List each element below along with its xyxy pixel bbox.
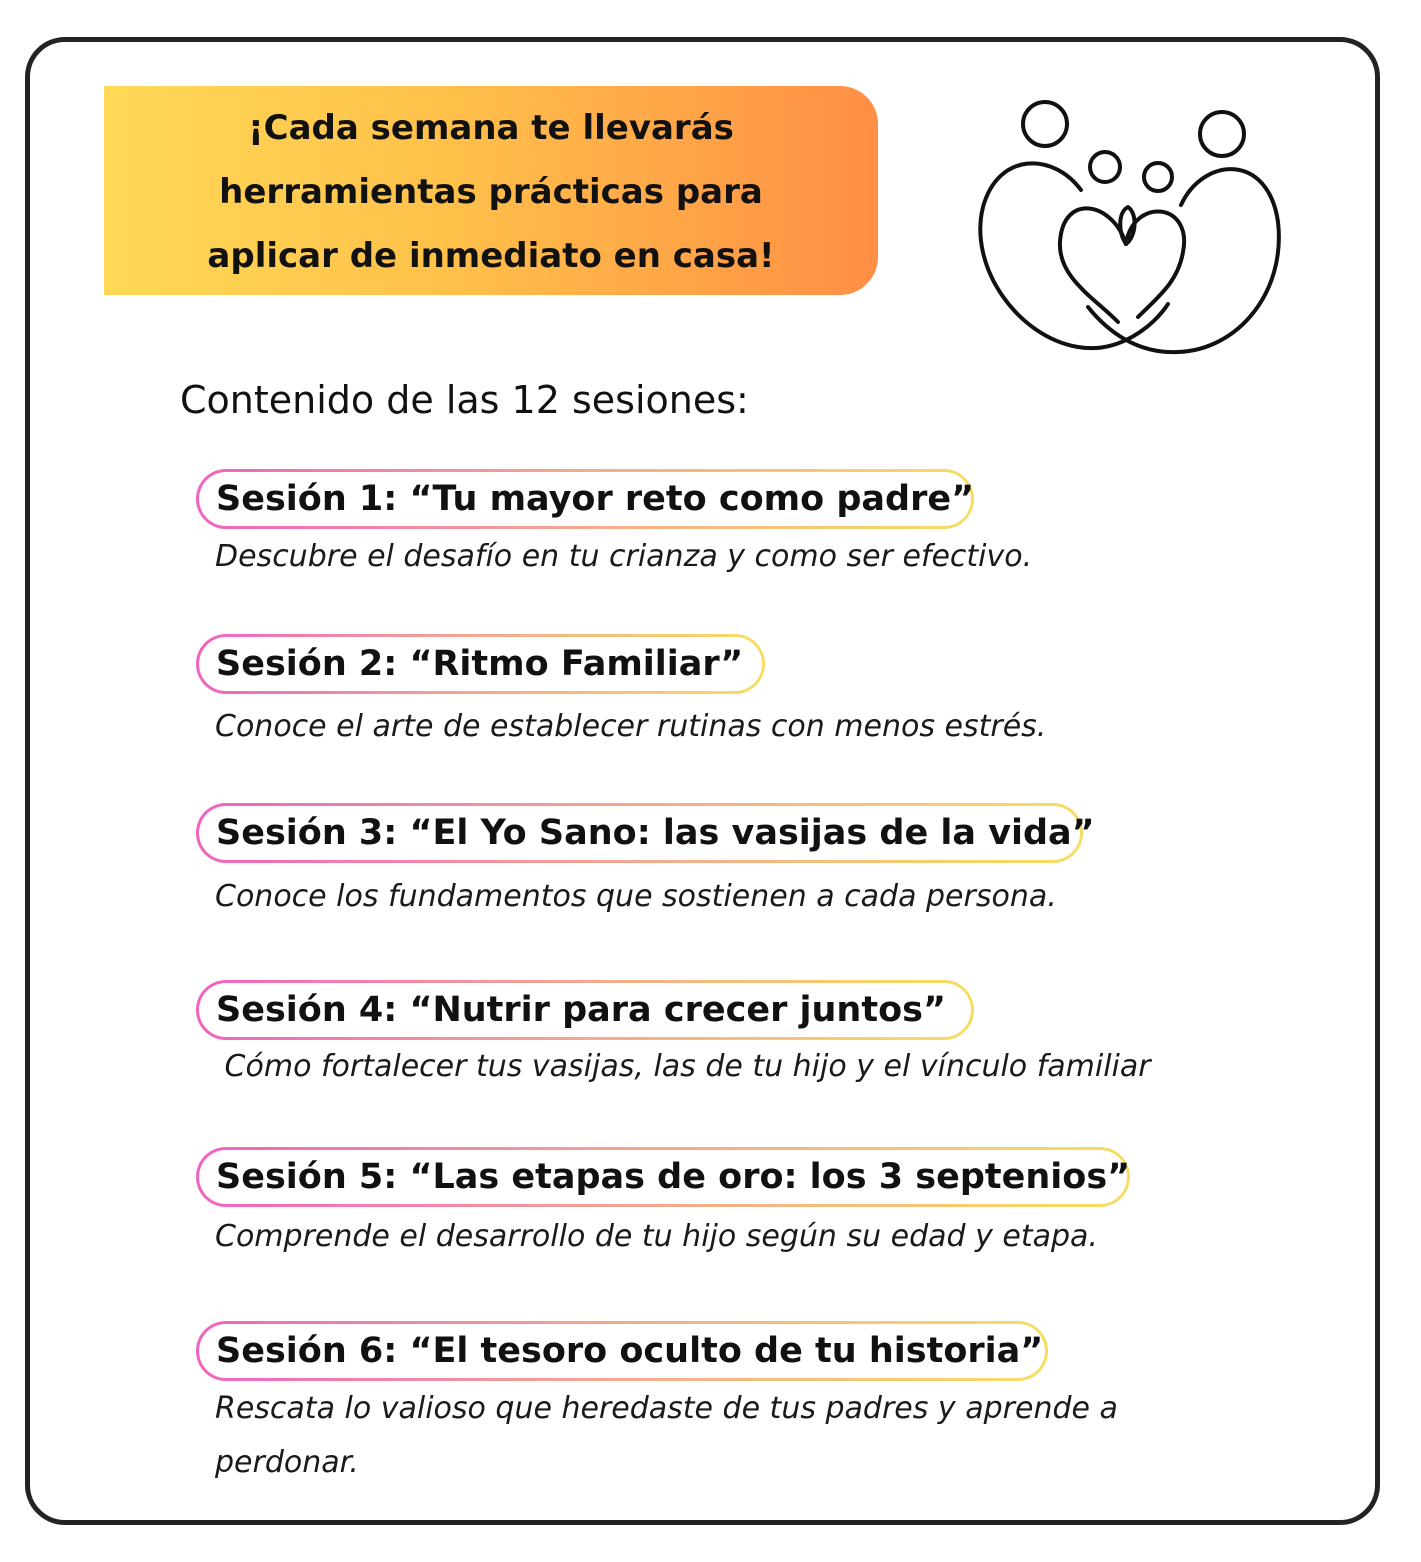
session-title: Sesión 2: “Ritmo Familiar” xyxy=(216,644,744,684)
session-description: Rescata lo valioso que heredaste de tus padres y aprende a perdonar. xyxy=(215,1391,1128,1480)
session-title-pill xyxy=(196,469,974,529)
session-description: Conoce el arte de establecer rutinas con menos estrés. xyxy=(215,709,1047,744)
session-description: Conoce los fundamentos que sostienen a cada persona. xyxy=(215,879,1057,914)
banner-text: ¡Cada semana te llevarás herramientas prácticas para aplicar de inmediato en casa! xyxy=(207,107,775,276)
session-title: Sesión 6: “El tesoro oculto de tu historia” xyxy=(216,1331,1044,1371)
session-title: Sesión 3: “El Yo Sano: las vasijas de la vida” xyxy=(216,813,1095,853)
session-description: Descubre el desafío en tu crianza y como ser efectivo. xyxy=(215,539,1033,574)
family-heart-icon xyxy=(968,92,1294,364)
sessions-heading: Contenido de las 12 sesiones: xyxy=(180,378,749,422)
session-title: Sesión 1: “Tu mayor reto como padre” xyxy=(216,479,975,519)
session-title-pill xyxy=(196,1321,1048,1381)
promo-banner xyxy=(104,86,878,295)
session-title-pill xyxy=(196,803,1095,863)
session-title-pill xyxy=(196,980,974,1040)
session-description: Comprende el desarrollo de tu hijo según su edad y etapa. xyxy=(215,1219,1098,1254)
session-title-pill xyxy=(196,634,765,694)
session-title: Sesión 4: “Nutrir para crecer juntos” xyxy=(216,990,946,1030)
session-description: Cómo fortalecer tus vasijas, las de tu hijo y el vínculo familiar xyxy=(215,1049,1151,1084)
session-title: Sesión 5: “Las etapas de oro: los 3 septenios” xyxy=(216,1157,1131,1197)
session-title-pill xyxy=(196,1147,1130,1207)
